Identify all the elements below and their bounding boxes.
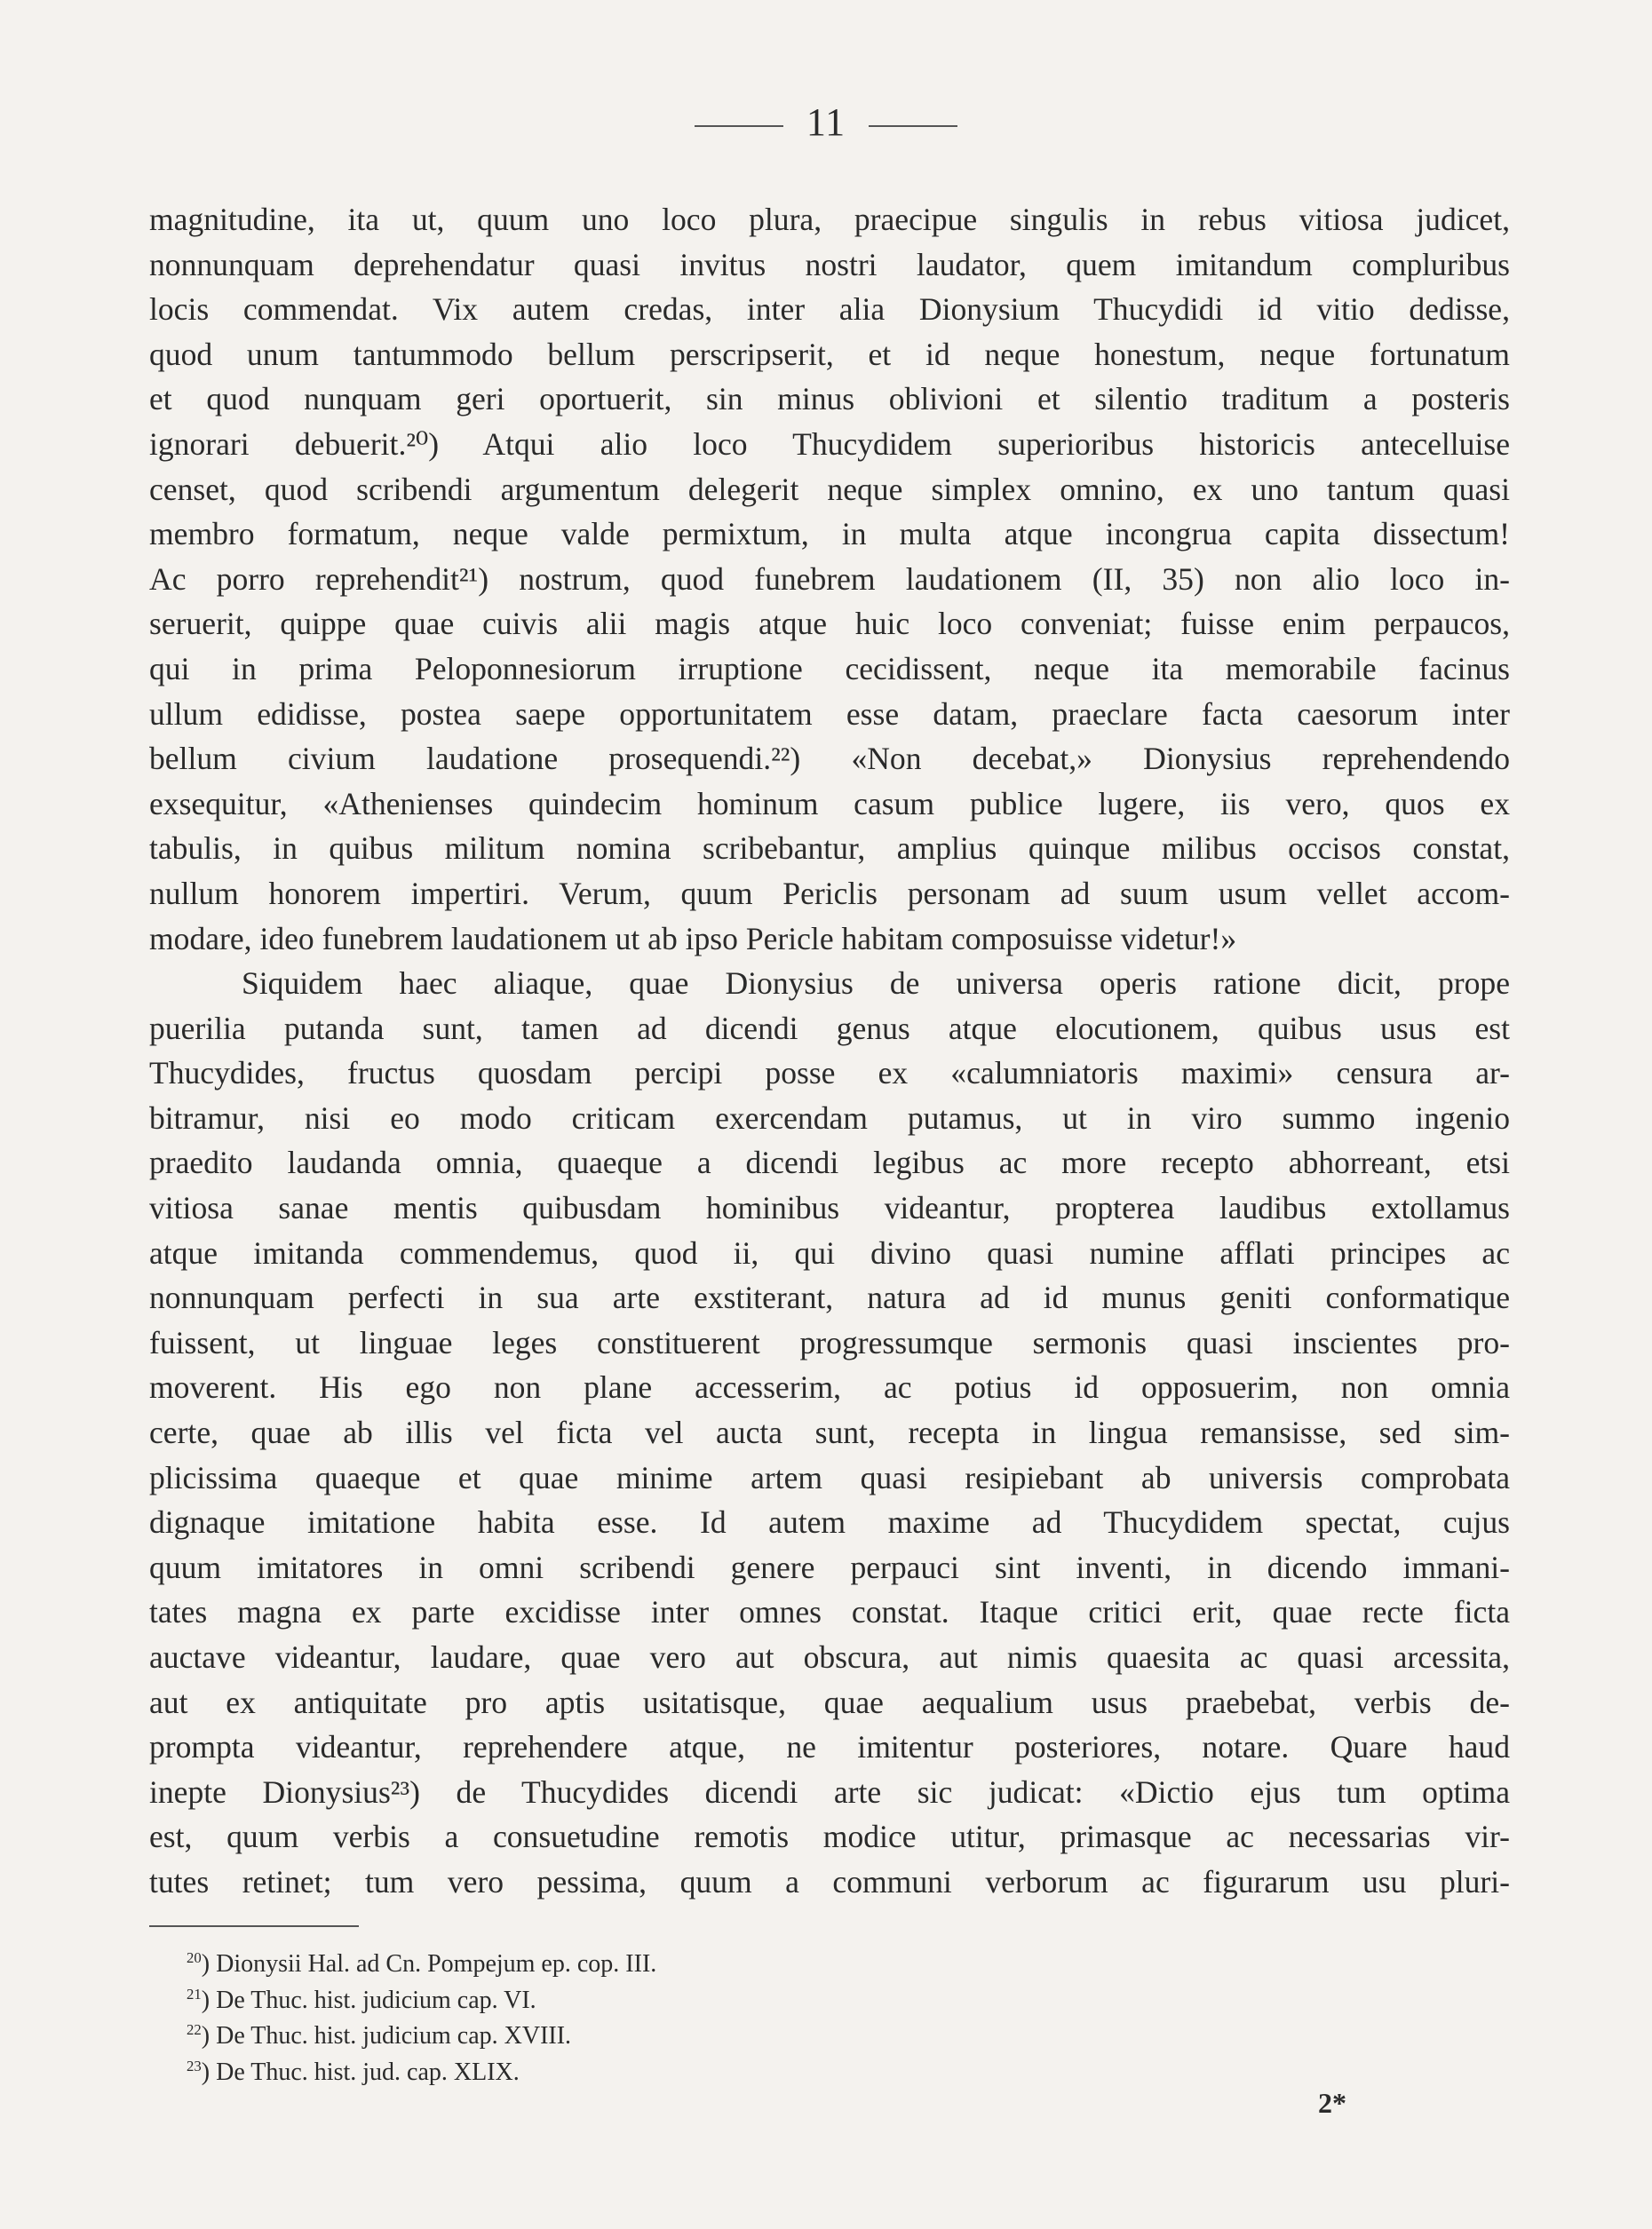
text-line: quod unum tantummodo bellum perscripserit, et id neque honestum, neque fortunatum bbox=[149, 336, 1510, 372]
text-line: magnitudine, ita ut, quum uno loco plura, praecipue singulis in rebus vitiosa judicet, bbox=[149, 202, 1510, 237]
text-line: dignaque imitatione habita esse. Id autem maxime ad Thucydidem spectat, cujus bbox=[149, 1504, 1510, 1541]
text-line: plicissima quaeque et quae minime artem quasi resipiebant ab universis comprobata bbox=[149, 1459, 1510, 1495]
footnote-text: De Thuc. hist. judicium cap. XVIII. bbox=[216, 2022, 572, 2050]
text-line: prompta videantur, reprehendere atque, ne imitentur posteriores, notare. Quare haud bbox=[149, 1729, 1510, 1765]
text-line: certe, quae ab illis vel ficta vel aucta sunt, recepta in lingua remansisse, sed sim- bbox=[149, 1415, 1510, 1451]
text-line: Siquidem haec aliaque, quae Dionysius de universa operis ratione dicit, prope bbox=[242, 965, 1510, 1002]
text-line: moverent. His ego non plane accesserim, ac potius id opposuerim, non omnia bbox=[149, 1369, 1510, 1406]
text-line: bellum civium laudatione prosequendi.²²) «Non decebat,» Dionysius reprehendendo bbox=[149, 741, 1510, 777]
text-line: tabulis, in quibus militum nomina scribebantur, amplius quinque milibus occisos constat, bbox=[149, 830, 1510, 867]
text-line: inepte Dionysius²³) de Thucydides dicendi arte sic judicat: «Dictio ejus tum optima bbox=[149, 1773, 1510, 1810]
footnote-text: De Thuc. hist. judicium cap. VI. bbox=[216, 1986, 536, 2014]
text-line: tates magna ex parte excidisse inter omnes constat. Itaque critici erit, quae recte ficta bbox=[149, 1594, 1510, 1630]
footnote: $^{20}$) Dionysii Hal. ad Cn. Pompejum ep. cop. III. bbox=[187, 1948, 657, 1978]
footnote-divider bbox=[149, 1925, 359, 1927]
footnote: $^{21}$) De Thuc. hist. judicium cap. VI. bbox=[187, 1985, 536, 2014]
header-rule-left bbox=[695, 125, 783, 127]
page-header bbox=[0, 99, 1652, 145]
text-line: quum imitatores in omni scribendi genere perpauci sint inventi, in dicendo immani- bbox=[149, 1549, 1510, 1585]
footnote: $^{22}$) De Thuc. hist. judicium cap. XVIII. bbox=[187, 2020, 572, 2050]
text-line: censet, quod scribendi argumentum delegerit neque simplex omnino, ex uno tantum quasi bbox=[149, 471, 1510, 507]
text-line: tutes retinet; tum vero pessima, quum a communi verborum ac figurarum usu pluri- bbox=[149, 1863, 1510, 1900]
footnotes bbox=[187, 1947, 656, 2090]
text-line: bitramur, nisi eo modo criticam exercendam putamus, ut in viro summo ingenio bbox=[149, 1099, 1510, 1136]
footnote-mark: 21 bbox=[187, 1985, 202, 2003]
text-line: aut ex antiquitate pro aptis usitatisque, quae aequalium usus praebebat, verbis de- bbox=[149, 1684, 1510, 1720]
footnote-mark: 22 bbox=[187, 2020, 202, 2038]
text-line: exsequitur, «Athenienses quindecim hominum casum publice lugere, iis vero, quos ex bbox=[149, 785, 1510, 821]
text-line: praedito laudanda omnia, quaeque a dicendi legibus ac more recepto abhorreant, etsi bbox=[149, 1145, 1510, 1181]
signature-mark: 2* bbox=[1318, 2087, 1346, 2119]
text-line: puerilia putanda sunt, tamen ad dicendi genus atque elocutionem, quibus usus est bbox=[149, 1010, 1510, 1046]
text-line: membro formatum, neque valde permixtum, in multa atque incongrua capita dissectum! bbox=[149, 516, 1510, 552]
body-text bbox=[149, 197, 1510, 1905]
text-line: ullum edidisse, postea saepe opportunitatem esse datam, praeclare facta caesorum inter bbox=[149, 695, 1510, 732]
text-line: fuissent, ut linguae leges constituerent progressumque sermonis quasi inscientes pro- bbox=[149, 1324, 1510, 1360]
text-line: seruerit, quippe quae cuivis alii magis atque huic loco conveniat; fuisse enim perpaucos, bbox=[149, 606, 1510, 642]
text-line: nonnunquam deprehendatur quasi invitus nostri laudator, quem imitandum compluribus bbox=[149, 246, 1510, 282]
text-line: vitiosa sanae mentis quibusdam hominibus videantur, propterea laudibus extollamus bbox=[149, 1190, 1510, 1226]
text-line: nonnunquam perfecti in sua arte exstiterant, natura ad id munus geniti conformatique bbox=[149, 1280, 1510, 1316]
text-line: modare, ideo funebrem laudationem ut ab ipso Pericle habitam composuisse videtur!» bbox=[149, 920, 1237, 956]
text-line: Ac porro reprehendit²¹) nostrum, quod funebrem laudationem (II, 35) non alio loco in- bbox=[149, 560, 1510, 597]
text-line: ignorari debuerit.²⁰) Atqui alio loco Thucydidem superioribus historicis antecelluise bbox=[149, 425, 1510, 462]
text-line: Thucydides, fructus quosdam percipi posse ex «calumniatoris maximi» censura ar- bbox=[149, 1055, 1510, 1091]
text-line: est, quum verbis a consuetudine remotis modice utitur, primasque ac necessarias vir- bbox=[149, 1819, 1510, 1855]
text-line: atque imitanda commendemus, quod ii, qui divino quasi numine afflati principes ac bbox=[149, 1234, 1510, 1271]
footnote-mark: 20 bbox=[187, 1948, 202, 1966]
text-line: qui in prima Peloponnesiorum irruptione cecidissent, neque ita memorabile facinus bbox=[149, 650, 1510, 686]
text-line: locis commendat. Vix autem credas, inter alia Dionysium Thucydidi id vitio dedisse, bbox=[149, 291, 1510, 328]
text-line: auctave videantur, laudare, quae vero aut obscura, aut nimis quaesita ac quasi arcessita, bbox=[149, 1639, 1510, 1675]
header-rule-right bbox=[869, 125, 957, 127]
text-line: nullum honorem impertiri. Verum, quum Periclis personam ad suum usum vellet accom- bbox=[149, 875, 1510, 911]
footnote: $^{23}$) De Thuc. hist. jud. cap. XLIX. bbox=[187, 2057, 520, 2086]
footnote-text: De Thuc. hist. jud. cap. XLIX. bbox=[216, 2058, 520, 2086]
page-number: 11 bbox=[806, 100, 846, 144]
footnote-mark: 23 bbox=[187, 2057, 202, 2074]
footnote-text: Dionysii Hal. ad Cn. Pompejum ep. cop. III. bbox=[216, 1950, 657, 1978]
text-line: et quod nunquam geri oportuerit, sin minus oblivioni et silentio traditum a posteris bbox=[149, 381, 1510, 417]
